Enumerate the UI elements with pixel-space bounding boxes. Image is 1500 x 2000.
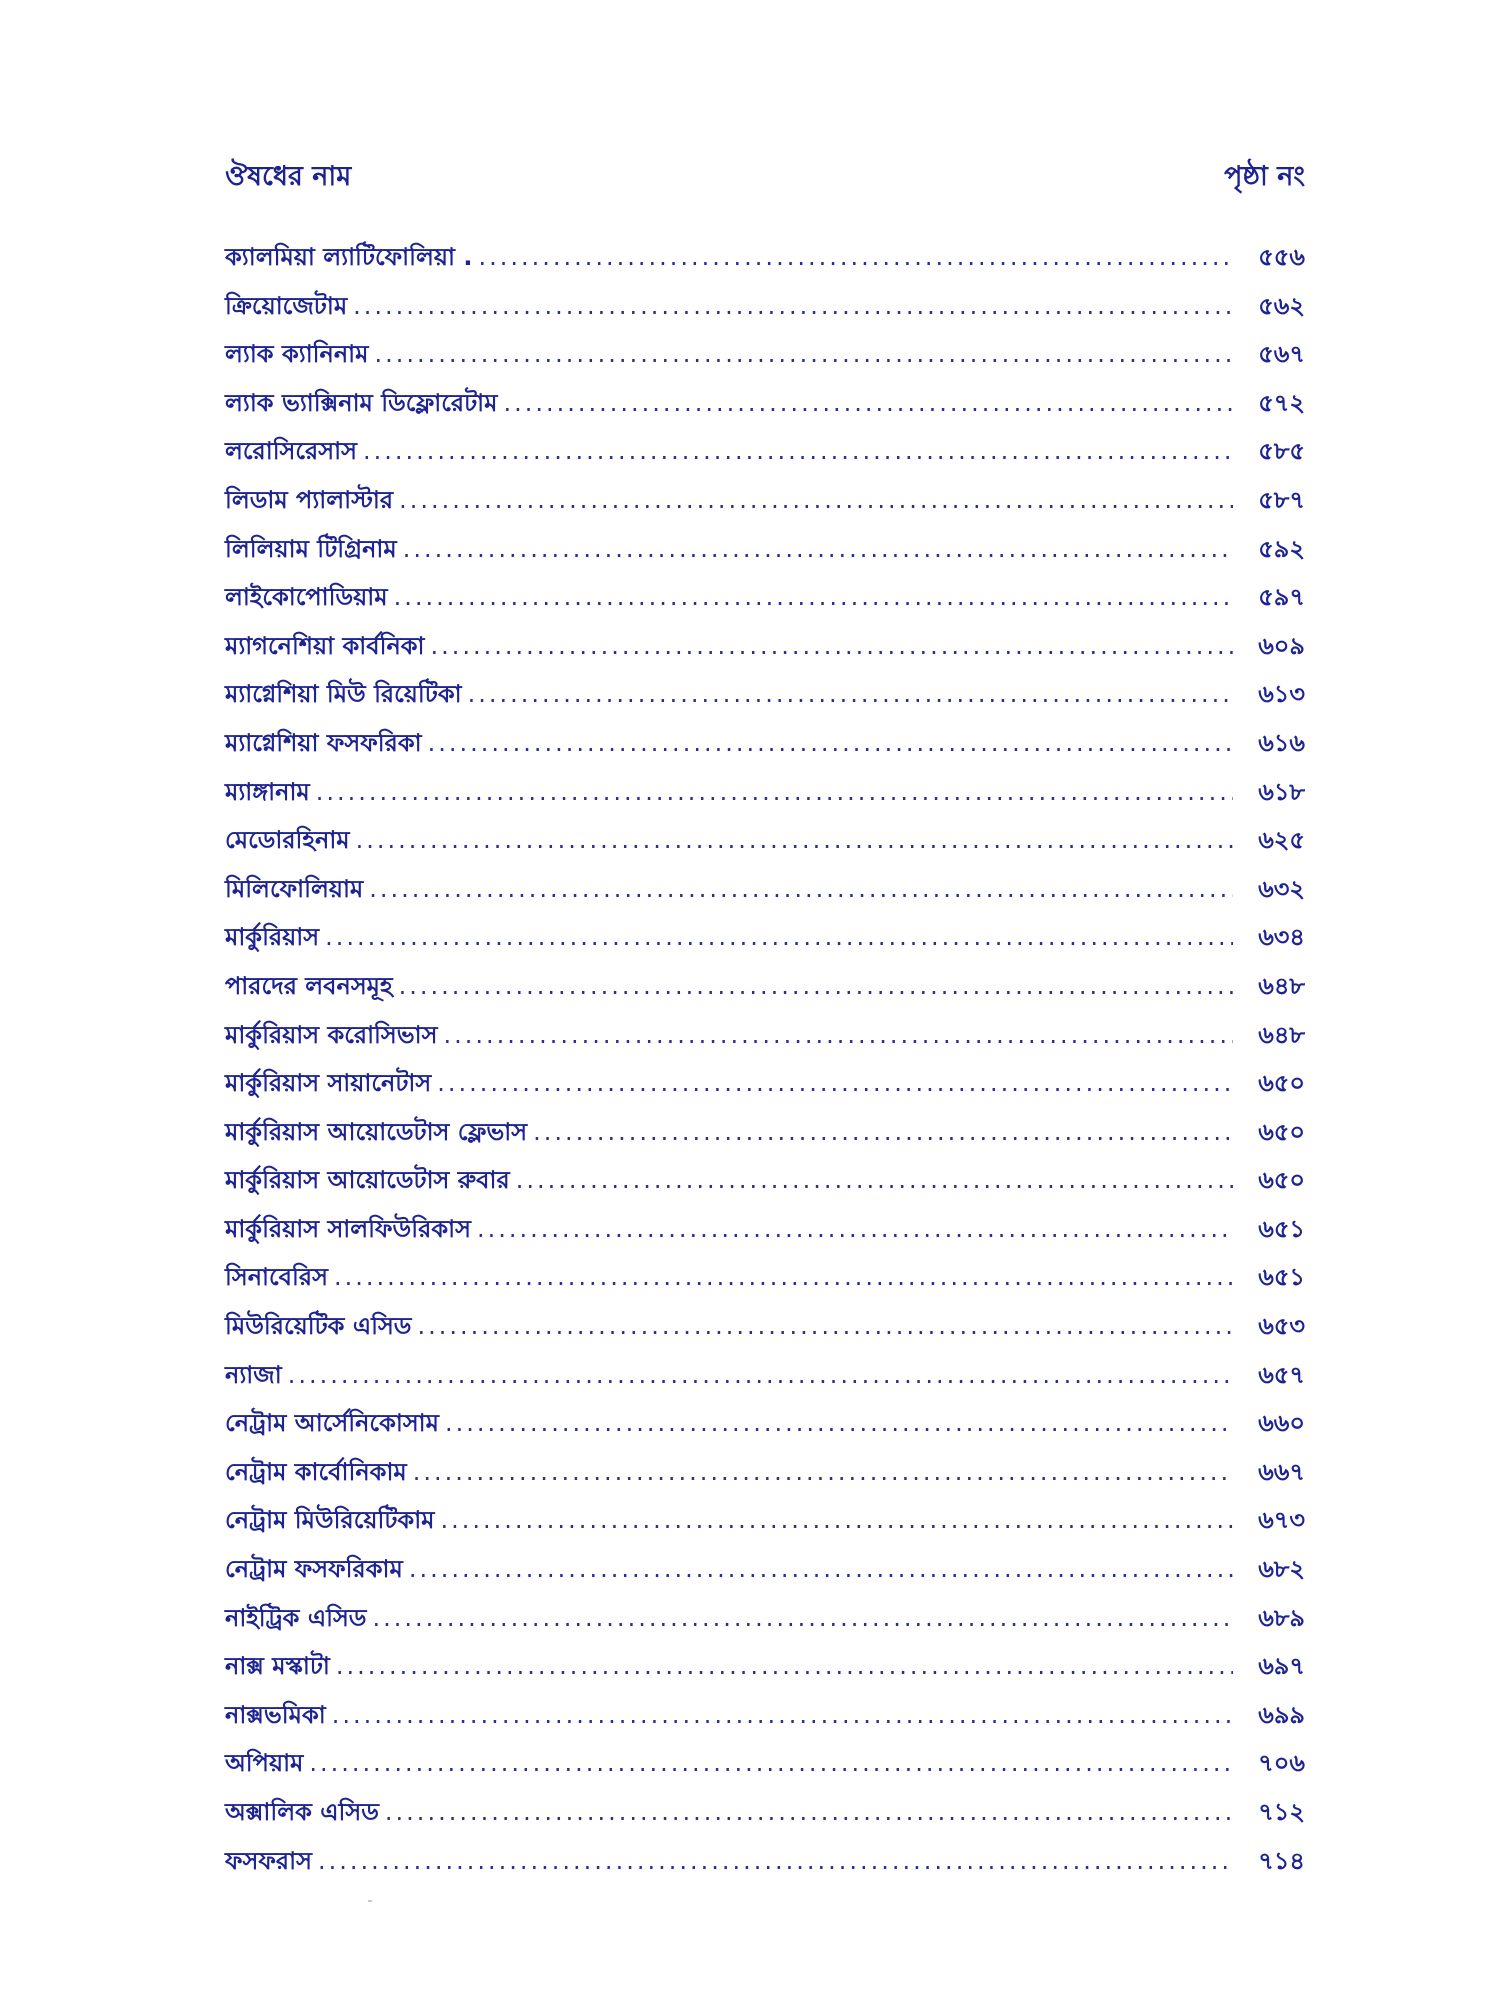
page-number: ৭১৪ [1258, 1846, 1305, 1875]
page-number: ৫৮৭ [1258, 485, 1305, 514]
index-entry [225, 525, 1305, 574]
page-number: ৬৫০ [1258, 1166, 1305, 1195]
page-number: ৫৯৭ [1258, 583, 1305, 612]
index-entry [225, 1108, 1305, 1157]
index-entry [225, 1399, 1305, 1448]
medicine-name: মার্কুরিয়াস সালফিউরিকাস [225, 1214, 471, 1243]
dot-leader [332, 1691, 1233, 1740]
page-number: ৬৪৮ [1258, 1020, 1305, 1049]
medicine-name: ম্যাগনেশিয়া কার্বনিকা [225, 631, 425, 660]
page-number: ৬৮৯ [1258, 1603, 1305, 1632]
medicine-name: ফসফরাস [225, 1846, 312, 1875]
page-number: ৫৮৫ [1258, 437, 1305, 466]
index-entry [225, 330, 1305, 379]
dot-leader [477, 1205, 1233, 1254]
dot-leader [428, 719, 1233, 768]
index-entry [225, 1739, 1305, 1788]
index-entry [225, 622, 1305, 671]
dot-leader [288, 1351, 1233, 1400]
index-entry [225, 476, 1305, 525]
dot-leader [403, 525, 1233, 574]
dot-leader [417, 1302, 1233, 1351]
page-number: ৬০৯ [1258, 631, 1305, 660]
page-number: ৬৫১ [1258, 1214, 1305, 1243]
page-number: ৬১৩ [1258, 680, 1305, 709]
medicine-name: লরোসিরেসাস [225, 437, 357, 466]
page-number-heading: পৃষ্ঠা নং [1224, 161, 1305, 192]
medicine-name: ম্যাগ্নেশিয়া ফসফরিকা [225, 728, 422, 757]
medicine-name: মার্কুরিয়াস [225, 923, 320, 952]
page-number: ৬৫৩ [1258, 1312, 1305, 1341]
page-number: ৬৮২ [1258, 1555, 1305, 1584]
medicine-name: অক্সালিক এসিড [225, 1798, 379, 1826]
page-number: ৬২৫ [1258, 826, 1305, 855]
page-number: ৫৭২ [1258, 388, 1305, 417]
page-number: ৬৭৩ [1258, 1506, 1305, 1535]
index-entry [225, 1788, 1305, 1837]
dot-leader [503, 379, 1233, 428]
dot-leader [374, 330, 1233, 379]
page-number: ৫৬২ [1258, 291, 1305, 320]
medicine-name: নাক্স মস্কাটা [225, 1652, 330, 1681]
medicine-name: মেডোরহিনাম [225, 826, 350, 855]
index-entry [225, 427, 1305, 476]
page-number: ৬৫০ [1258, 1069, 1305, 1098]
medicine-name: ম্যাঙ্গানাম [225, 777, 310, 806]
index-entry [225, 1011, 1305, 1060]
medicine-name: লিডাম প্যালাস্টার [225, 485, 394, 514]
medicine-name: ম্যাগ্নেশিয়া মিউ রিয়েটিকা [225, 680, 462, 709]
dot-leader [394, 573, 1233, 622]
index-entry [225, 573, 1305, 622]
index-entry [225, 1156, 1305, 1205]
medicine-name: অপিয়াম [225, 1749, 304, 1778]
index-entry [225, 1205, 1305, 1254]
dot-leader [336, 1642, 1233, 1691]
medicine-name: নেট্রাম আর্সেনিকোসাম [225, 1409, 439, 1438]
medicine-name: নেট্রাম ফসফরিকাম [225, 1555, 403, 1584]
index-entry [225, 1059, 1305, 1108]
page-number: ৬৫৭ [1258, 1360, 1305, 1389]
index-entry [225, 816, 1305, 865]
page-number: ৬৯৭ [1258, 1652, 1305, 1681]
medicine-name: ক্রিয়োজেটাম [225, 291, 348, 320]
index-entry [225, 1545, 1305, 1594]
medicine-name: পারদের লবনসমূহ [225, 971, 393, 1000]
dot-leader [443, 1011, 1233, 1060]
dot-leader [478, 233, 1233, 282]
medicine-name: মিলিফোলিয়াম [225, 874, 364, 903]
dot-leader [369, 865, 1233, 914]
index-entry [225, 1302, 1305, 1351]
dot-leader [318, 1837, 1233, 1886]
dot-leader [399, 476, 1233, 525]
dot-leader [409, 1545, 1233, 1594]
index-entry [225, 1642, 1305, 1691]
medicine-name: ক্যালমিয়া ল্যাটিফোলিয়া . [225, 243, 473, 271]
index-entry [225, 1448, 1305, 1497]
index-entry [225, 962, 1305, 1011]
dot-leader [437, 1059, 1233, 1108]
page-number: ৫৬৭ [1258, 340, 1305, 369]
page-speck [368, 1900, 372, 1902]
page-number: ৬৫১ [1258, 1263, 1305, 1292]
page-number: ৫৫৬ [1258, 243, 1305, 271]
index-entry [225, 1837, 1305, 1886]
medicine-name: মার্কুরিয়াস আয়োডেটাস ফ্লেভাস [225, 1117, 528, 1146]
index-entry [225, 1496, 1305, 1545]
medicine-name: ল্যাক ভ্যাক্সিনাম ডিফ্লোরেটাম [225, 388, 498, 417]
dot-leader [334, 1253, 1233, 1302]
index-entry [225, 1351, 1305, 1400]
medicine-name: নেট্রাম কার্বোনিকাম [225, 1457, 407, 1486]
dot-leader [516, 1156, 1233, 1205]
medicine-name: ল্যাক ক্যানিনাম [225, 340, 369, 369]
dot-leader [413, 1448, 1233, 1497]
page-number: ৬৬০ [1258, 1409, 1305, 1438]
index-entry [225, 719, 1305, 768]
dot-leader [385, 1788, 1233, 1837]
dot-leader [316, 768, 1233, 817]
dot-leader [445, 1399, 1233, 1448]
index-entry [225, 865, 1305, 914]
page-number: ৬১৮ [1258, 777, 1305, 806]
page-number: ৭০৬ [1258, 1749, 1305, 1778]
medicine-name-heading: ঔষধের নাম [225, 161, 352, 192]
index-entry [225, 233, 1305, 282]
dot-leader [309, 1739, 1233, 1788]
page-number: ৫৯২ [1258, 534, 1305, 563]
medicine-name: নেট্রাম মিউরিয়েটিকাম [225, 1506, 435, 1535]
index-entry [225, 379, 1305, 428]
page-number: ৬৩৪ [1258, 923, 1305, 952]
dot-leader [441, 1496, 1233, 1545]
page-number: ৬৬৭ [1258, 1457, 1305, 1486]
dot-leader [325, 913, 1233, 962]
dot-leader [431, 622, 1233, 671]
index-entry [225, 1594, 1305, 1643]
medicine-name: ন্যাজা [225, 1360, 282, 1389]
page-number: ৬১৬ [1258, 728, 1305, 757]
dot-leader [533, 1108, 1233, 1157]
dot-leader [399, 962, 1233, 1011]
medicine-name: নাইট্রিক এসিড [225, 1603, 367, 1632]
index-entry [225, 1253, 1305, 1302]
dot-leader [372, 1594, 1233, 1643]
index-header [225, 152, 1305, 202]
page-number: ৬৪৮ [1258, 971, 1305, 1000]
dot-leader [363, 427, 1233, 476]
index-entry [225, 768, 1305, 817]
index-entry [225, 670, 1305, 719]
page-number: ৭১২ [1258, 1798, 1305, 1826]
dot-leader [356, 816, 1233, 865]
index-entry [225, 913, 1305, 962]
medicine-name: মার্কুরিয়াস করোসিভাস [225, 1020, 438, 1049]
index-entry [225, 282, 1305, 331]
medicine-name: মিউরিয়েটিক এসিড [225, 1312, 412, 1341]
medicine-name: লিলিয়াম টিগ্রিনাম [225, 534, 397, 563]
dot-leader [468, 670, 1233, 719]
page-number: ৬৫০ [1258, 1117, 1305, 1146]
medicine-name: লাইকোপোডিয়াম [225, 583, 388, 612]
medicine-name: নাক্সভমিকা [225, 1700, 326, 1729]
dot-leader [353, 282, 1233, 331]
page-number: ৬৩২ [1258, 874, 1305, 903]
index-list [225, 233, 1305, 1885]
page-number: ৬৯৯ [1258, 1700, 1305, 1729]
medicine-name: সিনাবেরিস [225, 1263, 328, 1292]
index-entry [225, 1691, 1305, 1740]
medicine-name: মার্কুরিয়াস আয়োডেটাস রুবার [225, 1166, 510, 1195]
medicine-name: মার্কুরিয়াস সায়ানেটাস [225, 1069, 432, 1098]
